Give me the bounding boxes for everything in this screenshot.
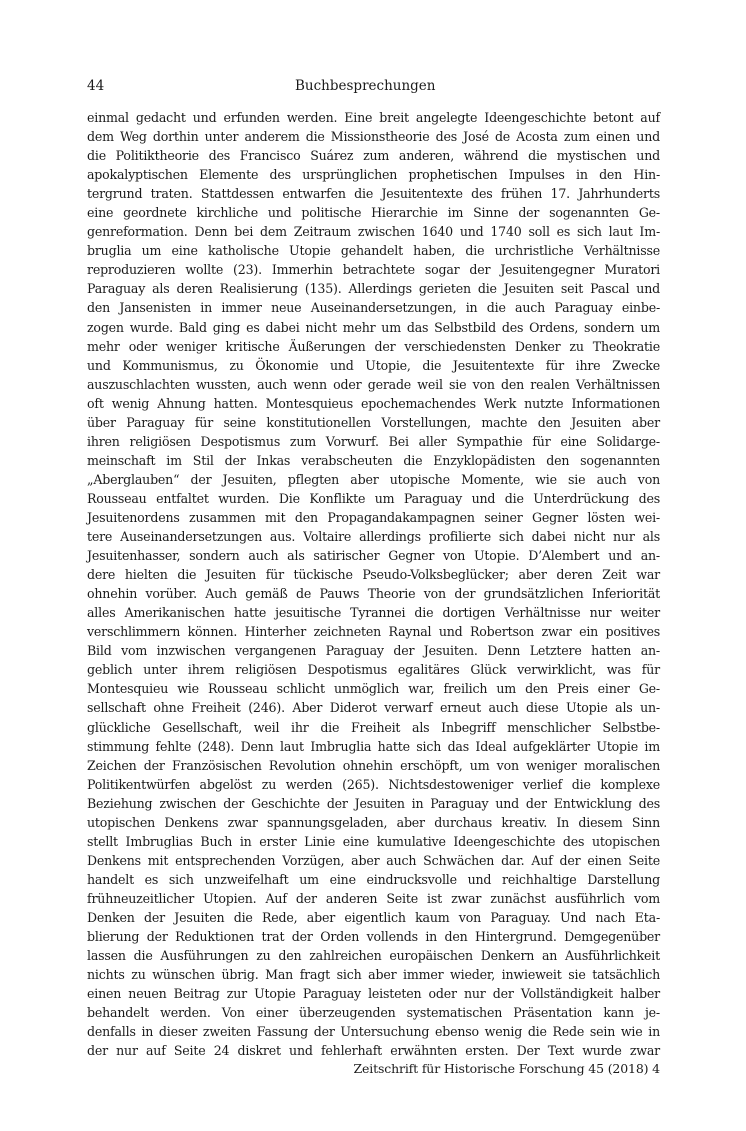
- running-head: [87, 78, 660, 100]
- body-text: [87, 108, 660, 1060]
- text-line: blierung der Reduktionen trat der Orden vollends in den Hintergrund. Demgegenüber: [87, 929, 660, 945]
- text-line: oft wenig Ahnung hatten. Montesquieus epochemachendes Werk nutzte Informationen: [87, 395, 660, 411]
- text-line: handelt es sich unzweifelhaft um eine eindrucksvolle und reichhaltige Darstellung: [87, 871, 660, 887]
- page: [87, 78, 660, 1060]
- text-line: Jesuitenhasser, sondern auch als satirischer Gegner von Utopie. D’Alembert und an-: [87, 548, 660, 564]
- text-line: einmal gedacht und erfunden werden. Eine breit angelegte Ideengeschichte betont auf: [87, 110, 660, 125]
- text-line: genreformation. Denn bei dem Zeitraum zwischen 1640 und 1740 soll es sich laut Im-: [87, 224, 660, 240]
- text-line: Montesquieu wie Rousseau schlicht unmöglich war, freilich um den Preis einer Ge-: [87, 681, 660, 697]
- text-line: stellt Imbruglias Buch in erster Linie eine kumulative Ideengeschichte des utopischen: [87, 833, 660, 849]
- text-line: tere Auseinandersetzungen aus. Voltaire allerdings profilierte sich dabei nicht nur als: [87, 529, 660, 545]
- text-line: „Aberglauben“ der Jesuiten, pflegten aber utopische Momente, wie sie auch von: [87, 471, 660, 487]
- text-line: den Jansenisten in immer neue Auseinandersetzungen, in die auch Paraguay einbe-: [87, 300, 660, 316]
- text-line: stimmung fehlte (248). Denn laut Imbruglia hatte sich das Ideal aufgeklärter Utopie im: [87, 738, 660, 754]
- text-line: ihren religiösen Despotismus zum Vorwurf. Bei aller Sympathie für eine Solidarge-: [87, 433, 660, 449]
- text-line: behandelt werden. Von einer überzeugenden systematischen Präsentation kann je-: [87, 1005, 660, 1021]
- text-line: und Kommunismus, zu Ökonomie und Utopie, die Jesuitentexte für ihre Zwecke: [87, 357, 660, 373]
- text-line: dem Weg dorthin unter anderem die Missionstheorie des José de Acosta zum einen und: [87, 129, 660, 145]
- text-line: dere hielten die Jesuiten für tückische Pseudo-Volksbeglücker; aber deren Zeit war: [87, 567, 660, 583]
- text-line: utopischen Denkens zwar spannungsgeladen, aber durchaus kreativ. In diesem Sinn: [87, 814, 660, 830]
- text-line: sellschaft ohne Freiheit (246). Aber Diderot verwarf erneut auch diese Utopie als un-: [87, 700, 660, 716]
- text-line: Denkens mit entsprechenden Vorzügen, aber auch Schwächen dar. Auf der einen Seite: [87, 852, 660, 868]
- text-line: der nur auf Seite 24 diskret und fehlerhaft erwähnten ersten. Der Text wurde zwar: [87, 1043, 660, 1059]
- text-line: tergrund traten. Stattdessen entwarfen die Jesuitentexte des frühen 17. Jahrhunderts: [87, 186, 660, 202]
- text-line: Beziehung zwischen der Geschichte der Jesuiten in Paraguay und der Entwicklung des: [87, 795, 660, 811]
- text-line: Denken der Jesuiten die Rede, aber eigentlich kaum von Paraguay. Und nach Eta-: [87, 909, 660, 925]
- text-line: Politikentwürfen abgelöst zu werden (265). Nichtsdestoweniger verlief die komplexe: [87, 776, 660, 792]
- text-line: Zeichen der Französischen Revolution ohnehin erschöpft, um von weniger moralischen: [87, 757, 660, 773]
- text-line: Paraguay als deren Realisierung (135). Allerdings gerieten die Jesuiten seit Pascal und: [87, 281, 660, 297]
- text-line: über Paraguay für seine konstitutionellen Vorstellungen, machte den Jesuiten aber: [87, 414, 660, 430]
- text-line: Bild vom inzwischen vergangenen Paraguay der Jesuiten. Denn Letztere hatten an-: [87, 643, 660, 659]
- text-line: auszuschlachten wussten, auch wenn oder gerade weil sie von den realen Verhältnissen: [87, 376, 660, 392]
- text-line: meinschaft im Stil der Inkas verabscheuten die Enzyklopädisten den sogenannten: [87, 452, 660, 468]
- text-line: apokalyptischen Elemente des ursprünglichen prophetischen Impulses in den Hin-: [87, 167, 660, 183]
- text-line: alles Amerikanischen hatte jesuitische Tyrannei die dortigen Verhältnisse nur weiter: [87, 605, 660, 621]
- text-line: ohnehin vorüber. Auch gemäß de Pauws Theorie von der grundsätzlichen Inferiorität: [87, 586, 660, 602]
- text-line: geblich unter ihrem religiösen Despotismus egalitäres Glück verwirklicht, was für: [87, 662, 660, 678]
- text-line: Jesuitenordens zusammen mit den Propagandakampagnen seiner Gegner lösten wei-: [87, 509, 660, 525]
- section-title: Buchbesprechungen: [295, 78, 436, 94]
- journal-citation: Zeitschrift für Historische Forschung 45 (2018) 4: [353, 1061, 660, 1076]
- text-line: frühneuzeitlicher Utopien. Auf der anderen Seite ist zwar zunächst ausführlich vom: [87, 890, 660, 906]
- text-line: reproduzieren wollte (23). Immerhin betrachtete sogar der Jesuitengegner Muratori: [87, 262, 660, 278]
- text-line: verschlimmern können. Hinterher zeichneten Raynal und Robertson zwar ein positives: [87, 624, 660, 640]
- text-line: lassen die Ausführungen zu den zahlreichen europäischen Denkern an Ausführlichkeit: [87, 948, 660, 964]
- text-line: bruglia um eine katholische Utopie gehandelt haben, die urchristliche Verhältnisse: [87, 243, 660, 259]
- text-line: einen neuen Beitrag zur Utopie Paraguay leisteten oder nur der Vollständigkeit halber: [87, 986, 660, 1002]
- text-line: denfalls in dieser zweiten Fassung der Untersuchung ebenso wenig die Rede sein wie in: [87, 1024, 660, 1040]
- page-number: 44: [87, 78, 105, 94]
- text-line: glückliche Gesellschaft, weil ihr die Freiheit als Inbegriff menschlicher Selbstbe-: [87, 719, 660, 735]
- text-line: mehr oder weniger kritische Äußerungen der verschiedensten Denker zu Theokratie: [87, 338, 660, 354]
- text-line: Rousseau entfaltet wurden. Die Konflikte um Paraguay und die Unterdrückung des: [87, 490, 660, 506]
- text-line: nichts zu wünschen übrig. Man fragt sich aber immer wieder, inwieweit sie tatsächlich: [87, 967, 660, 983]
- text-line: eine geordnete kirchliche und politische Hierarchie im Sinne der sogenannten Ge-: [87, 205, 660, 221]
- text-line: zogen wurde. Bald ging es dabei nicht mehr um das Selbstbild des Ordens, sondern um: [87, 319, 660, 335]
- text-line: die Politiktheorie des Francisco Suárez zum anderen, während die mystischen und: [87, 148, 660, 164]
